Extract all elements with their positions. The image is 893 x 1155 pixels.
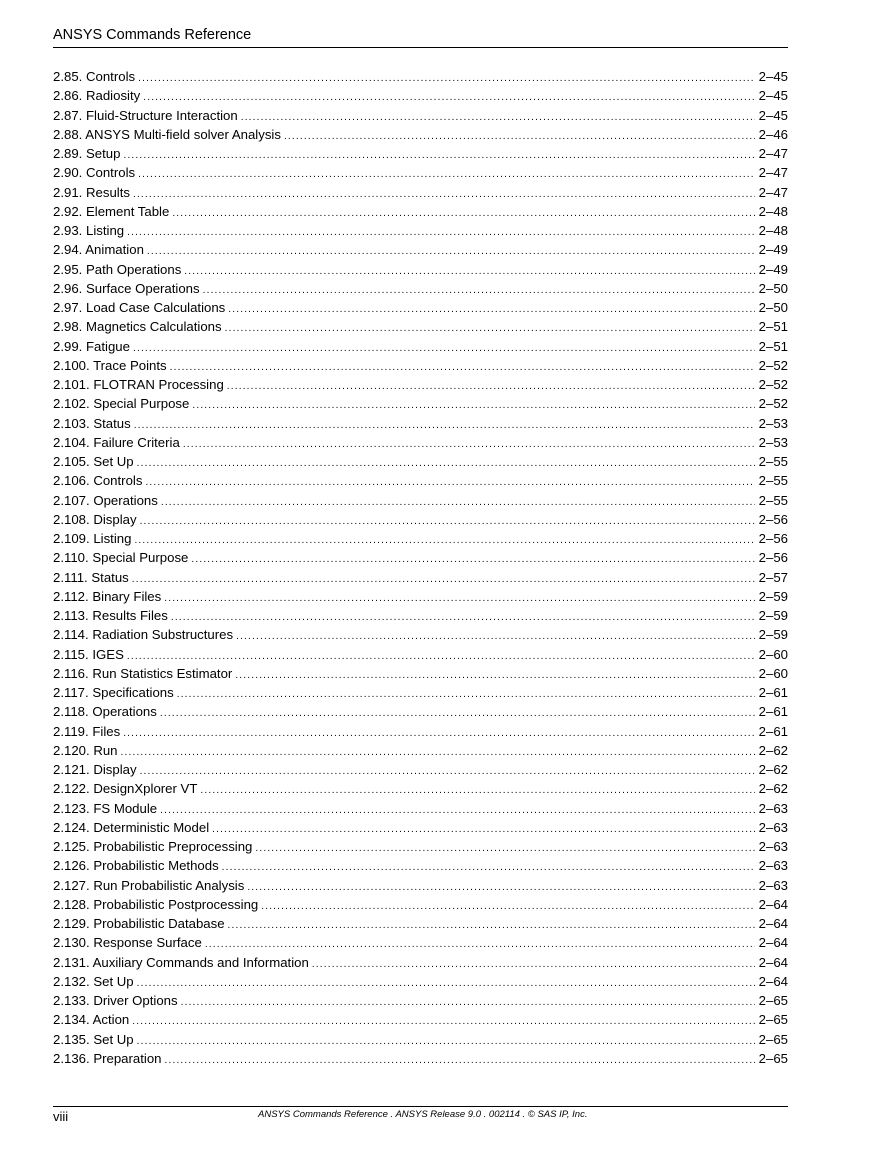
toc-entry-title: 2.112. Binary Files [53, 588, 162, 604]
dot-leader [133, 185, 755, 204]
toc-entry-page: 2–51 [758, 319, 788, 335]
dot-leader [184, 262, 754, 281]
dot-leader [160, 801, 755, 820]
toc-entry-title: 2.96. Surface Operations [53, 280, 200, 296]
toc-entry-title: 2.116. Run Statistics Estimator [53, 665, 233, 681]
dot-leader [203, 281, 755, 300]
toc-entry-title: 2.118. Operations [53, 704, 157, 720]
toc-entry-page: 2–48 [758, 223, 788, 238]
toc-entry-page: 2–64 [758, 916, 788, 931]
toc-entry-title: 2.121. Display [53, 762, 137, 777]
toc-entry-title: 2.110. Special Purpose [53, 550, 189, 566]
toc-entry-page: 2–45 [758, 69, 788, 84]
toc-entry[interactable] [53, 433, 788, 452]
toc-entry[interactable] [53, 491, 788, 510]
dot-leader [140, 762, 755, 781]
toc-entry-page: 2–64 [758, 954, 788, 970]
dot-leader [212, 820, 755, 839]
toc-entry-page: 2–62 [758, 781, 788, 797]
toc-entry-page: 2–59 [758, 588, 788, 604]
toc-entry[interactable] [53, 452, 788, 471]
toc-entry[interactable] [53, 1010, 788, 1029]
header-divider [53, 47, 788, 48]
toc-entry-title: 2.95. Path Operations [53, 261, 182, 277]
dot-leader [138, 165, 755, 184]
toc-entry-page: 2–62 [758, 762, 788, 777]
dot-leader [134, 416, 755, 435]
toc-entry-page: 2–65 [758, 1012, 788, 1028]
toc-entry-title: 2.136. Preparation [53, 1050, 162, 1066]
toc-entry[interactable] [53, 221, 788, 240]
toc-entry-page: 2–61 [758, 723, 788, 739]
toc-entry-page: 2–55 [758, 454, 788, 469]
toc-entry[interactable] [53, 163, 788, 182]
dot-leader [140, 512, 755, 531]
toc-entry[interactable] [53, 722, 788, 741]
toc-entry-page: 2–65 [758, 1031, 788, 1047]
toc-entry-page: 2–59 [758, 627, 788, 643]
toc-entry-page: 2–50 [758, 280, 788, 296]
toc-entry[interactable] [53, 279, 788, 298]
toc-entry-title: 2.124. Deterministic Model [53, 819, 210, 835]
toc-entry[interactable] [53, 876, 788, 895]
toc-entry[interactable] [53, 414, 788, 433]
toc-entry-title: 2.94. Animation [53, 242, 144, 258]
toc-entry-title: 2.104. Failure Criteria [53, 434, 180, 450]
toc-entry-page: 2–56 [758, 511, 788, 527]
toc-entry[interactable] [53, 106, 788, 125]
toc-entry-page: 2–63 [758, 800, 788, 816]
toc-entry[interactable] [53, 471, 788, 490]
toc-entry[interactable] [53, 914, 788, 933]
toc-entry-page: 2–49 [758, 261, 788, 277]
toc-entry-page: 2–63 [758, 819, 788, 835]
toc-entry-page: 2–51 [758, 338, 788, 354]
dot-leader [132, 1012, 754, 1031]
toc-entry-page: 2–48 [758, 203, 788, 219]
toc-entry-title: 2.125. Probabilistic Preprocessing [53, 839, 253, 854]
toc-entry[interactable] [53, 741, 788, 760]
toc-entry-title: 2.85. Controls [53, 69, 136, 84]
dot-leader [200, 781, 754, 800]
dot-leader [170, 358, 755, 377]
dot-leader [312, 955, 755, 974]
toc-entry-title: 2.88. ANSYS Multi-field solver Analysis [53, 126, 281, 142]
toc-entry[interactable] [53, 356, 788, 375]
toc-entry-title: 2.113. Results Files [53, 608, 168, 623]
toc-entry[interactable] [53, 625, 788, 644]
dot-leader [123, 724, 754, 743]
toc-entry-title: 2.90. Controls [53, 165, 136, 181]
toc-entry-page: 2–53 [758, 434, 788, 450]
dot-leader [228, 916, 755, 935]
toc-entry-page: 2–61 [758, 704, 788, 720]
toc-entry-title: 2.126. Probabilistic Methods [53, 858, 219, 874]
toc-entry-title: 2.129. Probabilistic Database [53, 916, 225, 931]
toc-entry-page: 2–46 [758, 126, 788, 142]
toc-entry-title: 2.103. Status [53, 415, 131, 431]
toc-entry-title: 2.109. Listing [53, 531, 132, 546]
toc-entry-title: 2.100. Trace Points [53, 357, 167, 373]
toc-entry-title: 2.120. Run [53, 742, 118, 758]
toc-entry[interactable] [53, 991, 788, 1010]
toc-entry-page: 2–56 [758, 550, 788, 566]
toc-entry-title: 2.93. Listing [53, 223, 125, 238]
toc-entry-title: 2.98. Magnetics Calculations [53, 319, 222, 335]
toc-entry-page: 2–45 [758, 88, 788, 104]
toc-entry-page: 2–62 [758, 742, 788, 758]
toc-entry[interactable] [53, 664, 788, 683]
toc-entry[interactable] [53, 298, 788, 317]
toc-entry[interactable] [53, 856, 788, 875]
toc-entry[interactable] [53, 67, 788, 86]
toc-entry[interactable] [53, 645, 788, 664]
toc-entry-page: 2–52 [758, 396, 788, 412]
toc-entry-title: 2.123. FS Module [53, 800, 158, 816]
footer-divider [53, 1106, 788, 1107]
toc-entry-page: 2–61 [758, 685, 788, 700]
toc-entry[interactable] [53, 183, 788, 202]
dot-leader [236, 627, 755, 646]
toc-entry-page: 2–64 [758, 935, 788, 951]
table-of-contents [53, 67, 788, 1068]
toc-entry-title: 2.133. Driver Options [53, 993, 178, 1008]
toc-entry-page: 2–56 [758, 531, 788, 546]
toc-entry[interactable] [53, 818, 788, 837]
toc-entry[interactable] [53, 799, 788, 818]
toc-entry-title: 2.134. Action [53, 1012, 130, 1028]
toc-entry[interactable] [53, 1049, 788, 1068]
toc-entry-page: 2–63 [758, 858, 788, 874]
dot-leader [123, 146, 754, 165]
dot-leader [183, 435, 755, 454]
toc-entry-title: 2.114. Radiation Substructures [53, 627, 234, 643]
toc-entry-title: 2.128. Probabilistic Postprocessing [53, 896, 259, 912]
dot-leader [261, 897, 754, 916]
toc-entry[interactable] [53, 606, 788, 625]
toc-entry-page: 2–63 [758, 839, 788, 854]
dot-leader [181, 993, 755, 1012]
toc-entry[interactable] [53, 548, 788, 567]
toc-entry[interactable] [53, 972, 788, 991]
dot-leader [133, 339, 755, 358]
toc-entry-page: 2–65 [758, 993, 788, 1008]
toc-entry[interactable] [53, 337, 788, 356]
page-number: viii [53, 1109, 69, 1124]
toc-entry-page: 2–57 [758, 569, 788, 585]
toc-entry[interactable] [53, 837, 788, 856]
toc-entry-page: 2–52 [758, 357, 788, 373]
toc-entry[interactable] [53, 1030, 788, 1049]
toc-entry-title: 2.108. Display [53, 511, 137, 527]
toc-entry[interactable] [53, 144, 788, 163]
toc-entry-title: 2.97. Load Case Calculations [53, 300, 226, 315]
toc-entry-page: 2–45 [758, 107, 788, 123]
toc-entry-page: 2–60 [758, 665, 788, 681]
dot-leader [247, 878, 754, 897]
toc-entry-title: 2.102. Special Purpose [53, 396, 190, 412]
dot-leader [235, 666, 754, 685]
toc-entry-title: 2.132. Set Up [53, 973, 134, 989]
dot-leader [134, 531, 754, 550]
toc-entry-title: 2.131. Auxiliary Commands and Information [53, 954, 309, 970]
dot-leader [160, 704, 755, 723]
toc-entry[interactable] [53, 568, 788, 587]
toc-entry-page: 2–59 [758, 608, 788, 623]
dot-leader [222, 858, 755, 877]
toc-entry-page: 2–65 [758, 1050, 788, 1066]
toc-entry-title: 2.106. Controls [53, 473, 143, 489]
toc-entry[interactable] [53, 317, 788, 336]
toc-entry-page: 2–47 [758, 165, 788, 181]
toc-entry[interactable] [53, 895, 788, 914]
toc-entry-page: 2–63 [758, 877, 788, 893]
toc-entry[interactable] [53, 510, 788, 529]
toc-entry-title: 2.99. Fatigue [53, 338, 130, 354]
dot-leader [241, 108, 755, 127]
dot-leader [147, 242, 755, 261]
dot-leader [121, 743, 755, 762]
dot-leader [177, 685, 755, 704]
toc-entry[interactable] [53, 529, 788, 548]
toc-entry-title: 2.115. IGES [53, 646, 124, 662]
dot-leader [191, 550, 754, 569]
toc-entry[interactable] [53, 683, 788, 702]
toc-entry-title: 2.92. Element Table [53, 203, 170, 219]
toc-entry-title: 2.105. Set Up [53, 454, 134, 469]
dot-leader [161, 493, 755, 512]
toc-entry-page: 2–55 [758, 492, 788, 508]
footer-copyright: ANSYS Commands Reference . ANSYS Release 9.0 . 002114 . © SAS IP, Inc. [258, 1109, 588, 1120]
toc-entry-title: 2.119. Files [53, 723, 121, 739]
toc-entry[interactable] [53, 933, 788, 952]
dot-leader [225, 319, 755, 338]
toc-entry-title: 2.122. DesignXplorer VT [53, 781, 198, 797]
toc-entry[interactable] [53, 202, 788, 221]
dot-leader [192, 396, 754, 415]
running-header: ANSYS Commands Reference [53, 27, 252, 43]
toc-entry-page: 2–64 [758, 896, 788, 912]
toc-entry-title: 2.91. Results [53, 184, 130, 200]
toc-entry[interactable] [53, 779, 788, 798]
toc-entry-page: 2–64 [758, 973, 788, 989]
dot-leader [165, 1051, 755, 1070]
toc-entry-page: 2–53 [758, 415, 788, 431]
toc-entry-page: 2–52 [758, 377, 788, 392]
toc-entry-title: 2.130. Response Surface [53, 935, 202, 951]
toc-entry-title: 2.87. Fluid-Structure Interaction [53, 107, 238, 123]
toc-entry-title: 2.117. Specifications [53, 685, 174, 700]
toc-entry-title: 2.107. Operations [53, 492, 158, 508]
toc-entry-title: 2.135. Set Up [53, 1031, 134, 1047]
toc-entry-page: 2–60 [758, 646, 788, 662]
toc-entry[interactable] [53, 702, 788, 721]
toc-entry[interactable] [53, 394, 788, 413]
dot-leader [138, 69, 755, 88]
toc-entry-title: 2.89. Setup [53, 146, 121, 161]
toc-entry[interactable] [53, 587, 788, 606]
toc-entry[interactable] [53, 86, 788, 105]
dot-leader [137, 454, 755, 473]
dot-leader [172, 204, 754, 223]
toc-entry-title: 2.127. Run Probabilistic Analysis [53, 877, 245, 893]
dot-leader [137, 974, 755, 993]
dot-leader [137, 1032, 755, 1051]
dot-leader [132, 570, 755, 589]
toc-entry[interactable] [53, 260, 788, 279]
dot-leader [145, 473, 754, 492]
toc-entry-page: 2–49 [758, 242, 788, 258]
dot-leader [227, 377, 755, 396]
toc-entry-title: 2.101. FLOTRAN Processing [53, 377, 224, 392]
toc-entry[interactable] [53, 760, 788, 779]
toc-entry-title: 2.86. Radiosity [53, 88, 141, 104]
toc-entry-page: 2–55 [758, 473, 788, 489]
toc-entry[interactable] [53, 240, 788, 259]
dot-leader [171, 608, 755, 627]
toc-entry-title: 2.111. Status [53, 569, 129, 585]
dot-leader [164, 589, 754, 608]
toc-entry[interactable] [53, 953, 788, 972]
dot-leader [127, 223, 755, 242]
toc-entry-page: 2–50 [758, 300, 788, 315]
toc-entry[interactable] [53, 125, 788, 144]
dot-leader [284, 127, 755, 146]
toc-entry-page: 2–47 [758, 146, 788, 161]
dot-leader [228, 300, 754, 319]
toc-entry[interactable] [53, 375, 788, 394]
dot-leader [255, 839, 754, 858]
toc-entry-page: 2–47 [758, 184, 788, 200]
